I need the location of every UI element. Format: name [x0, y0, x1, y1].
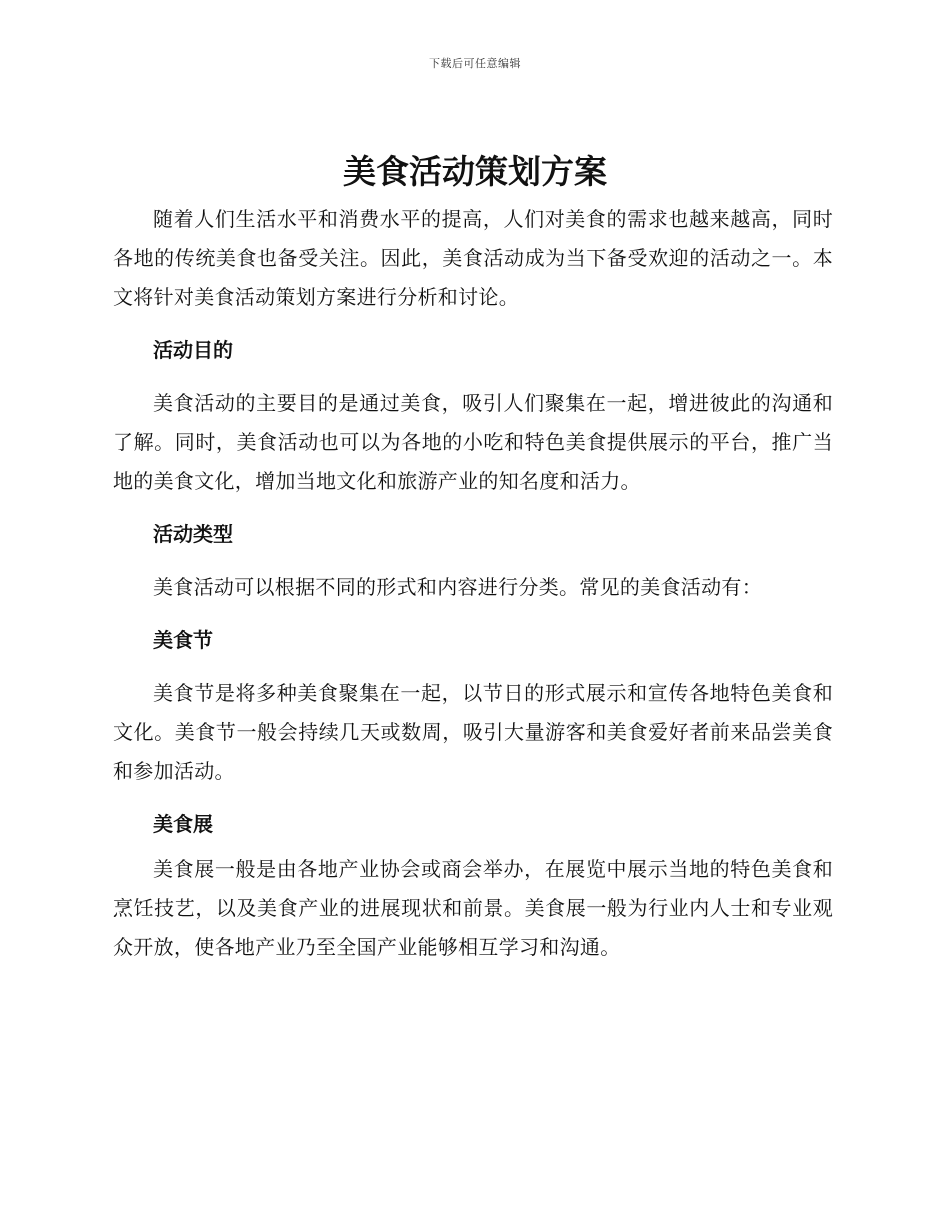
- document-body: [113, 200, 833, 967]
- section-heading-food-festival: 美食节: [153, 628, 213, 652]
- section-body-food-festival: 美食节是将多种美食聚集在一起，以节日的形式展示和宣传各地特色美食和文化。美食节一般会持续几天或数周，吸引大量游客和美食爱好者前来品尝美食和参加活动。: [113, 681, 833, 783]
- section-body-types: 美食活动可以根据不同的形式和内容进行分类。常见的美食活动有：: [153, 575, 762, 599]
- intro-paragraph: 随着人们生活水平和消费水平的提高，人们对美食的需求也越来越高，同时各地的传统美食也备受关注。因此，美食活动成为当下备受欢迎的活动之一。本文将针对美食活动策划方案进行分析和讨论。: [113, 207, 833, 309]
- section-heading-types: 活动类型: [153, 522, 233, 546]
- page-header-note: 下载后可任意编辑: [429, 57, 521, 70]
- section-heading-food-expo: 美食展: [153, 812, 213, 836]
- section-body-food-expo: 美食展一般是由各地产业协会或商会举办，在展览中展示当地的特色美食和烹饪技艺，以及美食产业的进展现状和前景。美食展一般为行业内人士和专业观众开放，使各地产业乃至全国产业能够相互学习和沟通。: [113, 857, 833, 959]
- section-body-purpose: 美食活动的主要目的是通过美食，吸引人们聚集在一起，增进彼此的沟通和了解。同时，美食活动也可以为各地的小吃和特色美食提供展示的平台，推广当地的美食文化，增加当地文化和旅游产业的知名度和活力。: [113, 391, 833, 493]
- section-heading-purpose: 活动目的: [153, 338, 233, 362]
- document-title: 美食活动策划方案: [343, 152, 607, 191]
